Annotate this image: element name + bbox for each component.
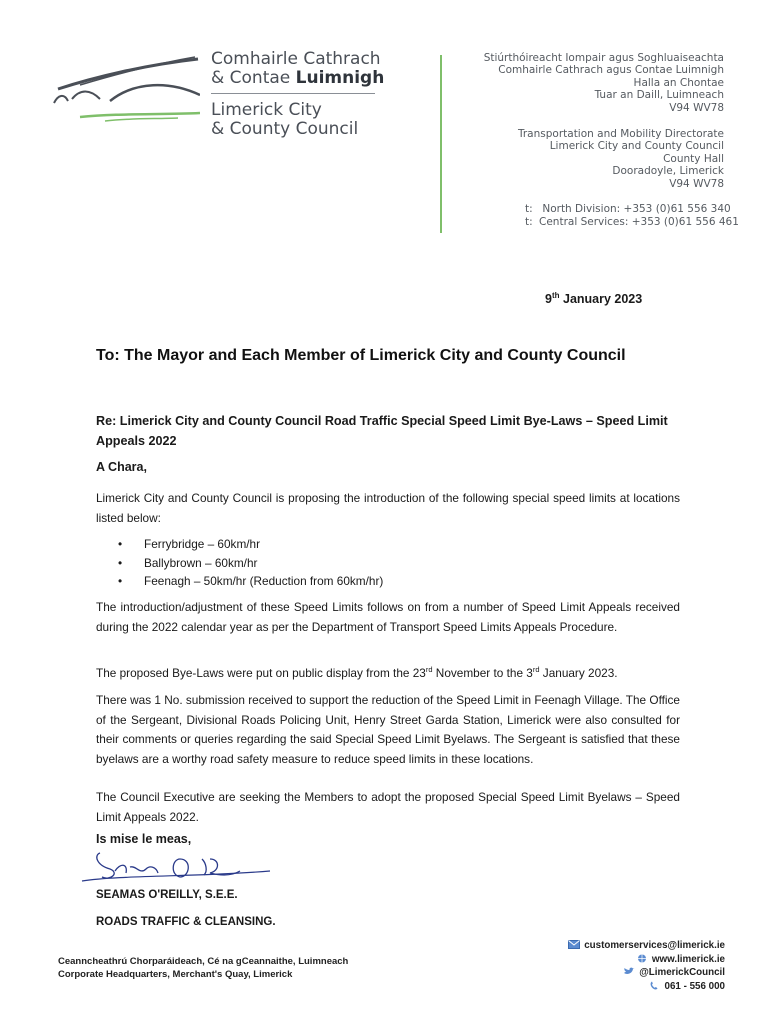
org-name-english-line2: & County Council <box>211 119 359 139</box>
footer-phone-text: 061 - 556 000 <box>664 980 725 992</box>
letter-date <box>545 291 642 306</box>
display-sup: rd <box>425 665 433 674</box>
footer-email-text: customerservices@limerick.ie <box>584 940 725 951</box>
signature-icon <box>80 845 280 893</box>
footer-twitter-text: @LimerickCouncil <box>639 967 725 978</box>
phone-numbers <box>525 203 739 229</box>
address-line: V94 WV78 <box>669 177 724 190</box>
display-sup: rd <box>532 665 540 674</box>
intro-paragraph: Limerick City and County Council is proposing the introduction of the following special speed limits at locations listed below: <box>96 491 680 525</box>
org-name-irish <box>211 50 384 88</box>
footer-hq-english: Corporate Headquarters, Merchant's Quay, Limerick <box>58 969 293 980</box>
address-line: V94 WV78 <box>669 101 724 114</box>
twitter-icon <box>623 967 635 976</box>
footer-twitter[interactable] <box>568 966 725 980</box>
org-name-irish-bold: Luimnigh <box>295 68 385 88</box>
footer-web-text: www.limerick.ie <box>651 953 725 965</box>
org-name-irish-line2 <box>211 69 384 88</box>
phone-text: Central Services: +353 (0)61 556 461 <box>539 216 739 228</box>
address-line: Comhairle Cathrach agus Contae Luimnigh <box>498 64 724 77</box>
signatory-name: SEAMAS O'REILLY, S.E.E. <box>96 889 238 901</box>
address-line: Dooradoyle, Limerick <box>612 165 724 178</box>
date-rest: January 2023 <box>559 292 643 307</box>
globe-icon <box>636 954 648 963</box>
list-item: • Ballybrown – 60km/hr <box>118 554 383 573</box>
footer-email[interactable] <box>568 939 725 953</box>
phone-text: North Division: +353 (0)61 556 340 <box>542 203 731 215</box>
irish-address-block <box>484 52 724 114</box>
phone-icon <box>649 981 661 990</box>
footer-web[interactable] <box>568 953 725 967</box>
speed-limit-list <box>118 535 383 591</box>
recipient-line: To: The Mayor and Each Member of Limerick City and County Council <box>96 347 626 364</box>
org-name-irish-line1: Comhairle Cathrach <box>211 49 381 69</box>
date-day: 9 <box>545 292 552 307</box>
council-logo-icon <box>50 55 200 125</box>
address-line: Transportation and Mobility Directorate <box>517 128 724 140</box>
footer-contacts <box>568 939 725 993</box>
executive-paragraph: The Council Executive are seeking the Members to adopt the proposed Special Speed Limit Byelaws – Speed Limit Appeals 2022. <box>96 790 680 824</box>
header-vertical-divider <box>440 55 442 233</box>
display-text: January 2023. <box>539 665 618 680</box>
org-name-english-line1: Limerick City <box>211 100 322 120</box>
footer-phone[interactable] <box>568 980 725 994</box>
footer-headquarters <box>58 955 348 981</box>
public-display-paragraph <box>96 660 680 683</box>
address-line: Stiúrthóireacht Iompair agus Soghluaiseachta <box>483 52 724 64</box>
signatory-title: ROADS TRAFFIC & CLEANSING. <box>96 916 276 928</box>
display-text: November to the 3 <box>432 665 533 680</box>
phone-line-north <box>525 203 739 216</box>
english-address-block <box>518 128 724 190</box>
address-line: Halla an Chontae <box>633 76 724 89</box>
list-item: • Feenagh – 50km/hr (Reduction from 60km/hr) <box>118 572 383 591</box>
org-name-irish-prefix: & Contae <box>211 68 296 88</box>
appeals-paragraph: The introduction/adjustment of these Speed Limits follows on from a number of Speed Limit Appeals received during the 2022 calendar year as per the Department of Transport Speed Limits Appeals Procedure. <box>96 600 680 634</box>
org-name-divider <box>211 93 375 94</box>
date-suffix: th <box>551 291 560 300</box>
subject-line: Re: Limerick City and County Council Road Traffic Special Speed Limit Bye-Laws – Speed Limit Appeals 2022 <box>96 414 668 448</box>
submission-paragraph: There was 1 No. submission received to support the reduction of the Speed Limit in Feenagh Village. The Office of the Sergeant, Divisional Roads Policing Unit, Henry Street Garda Station, Limerick were also consulted for their comments or queries regarding the said Special Speed Limit Byelaws. The Sergeant is satisfied that these byelaws are a worthy road safety measure to reduce speed limits in these locations. <box>96 693 680 766</box>
address-line: Tuar an Daill, Luimneach <box>594 89 724 102</box>
phone-key: t: <box>525 203 533 215</box>
display-text: The proposed Bye-Laws were put on public display from the 23 <box>96 665 426 680</box>
address-line: County Hall <box>663 152 724 165</box>
email-icon <box>568 940 580 949</box>
phone-line-central <box>525 216 739 229</box>
list-item: • Ferrybridge – 60km/hr <box>118 535 383 554</box>
footer-hq-irish: Ceanncheathrú Chorparáideach, Cé na gCeannaithe, Luimneach <box>58 956 349 967</box>
address-line: Limerick City and County Council <box>549 140 724 153</box>
salutation: A Chara, <box>96 460 147 474</box>
phone-key: t: <box>525 216 533 228</box>
org-name-english <box>211 101 358 139</box>
closing: Is mise le meas, <box>96 832 192 846</box>
